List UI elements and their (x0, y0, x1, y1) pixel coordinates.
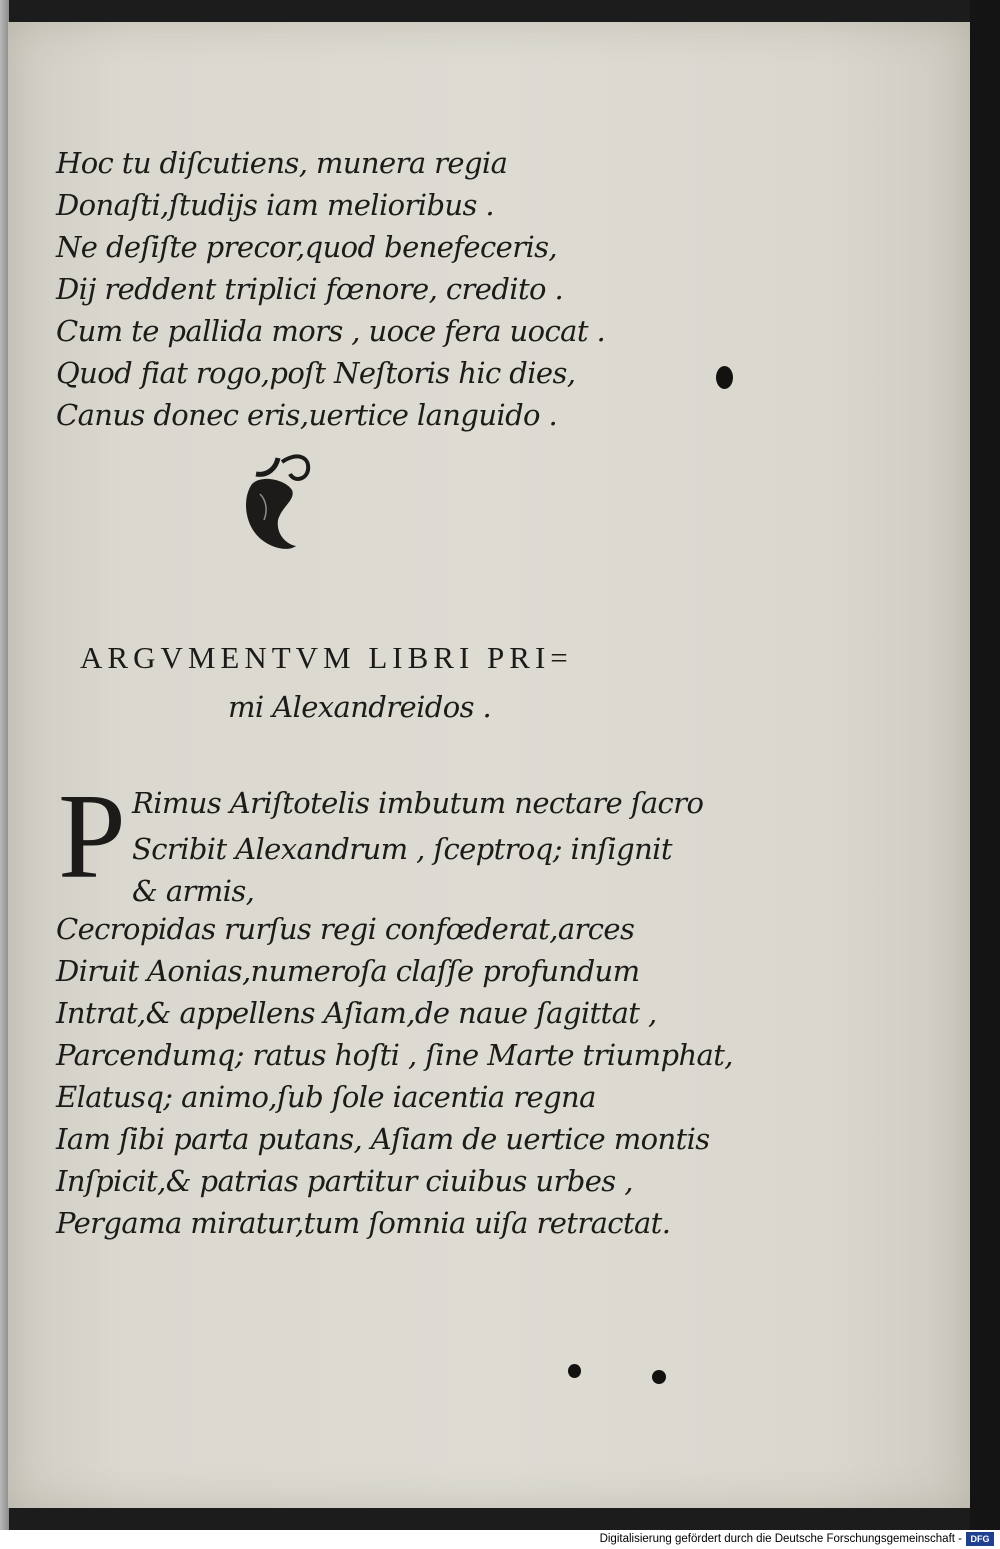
argument-line-7: Elatusq; animo,ſub ſole iacentia regna (56, 1080, 596, 1114)
argument-line-10: Pergama miratur,tum ſomnia uiſa retractat. (56, 1206, 671, 1240)
poem-line-3: Ne deſiſte precor,quod benefeceris, (56, 230, 558, 264)
argument-line-1: Rimus Ariſtotelis imbutum nectare ſacro (132, 786, 704, 820)
poem-line-4: Dij reddent triplici fœnore, credito . (56, 272, 564, 306)
section-heading: ARGVMENTVM LIBRI PRI= (80, 640, 573, 675)
drop-cap-initial: P (58, 769, 126, 904)
footer-credit: Digitalisierung gefördert durch die Deutsche Forschungsgemeinschaft - (599, 1533, 962, 1545)
poem-line-5: Cum te pallida mors , uoce fera uocat . (56, 314, 606, 348)
argument-line-9: Inſpicit,& patrias partitur ciuibus urbes , (56, 1164, 633, 1198)
poem-line-2: Donaſti,ſtudijs iam melioribus . (56, 188, 495, 222)
argument-line-6: Parcendumq; ratus hoſti , ſine Marte triumphat, (56, 1038, 733, 1072)
ink-dot (568, 1364, 581, 1378)
argument-line-8: Iam ſibi parta putans, Aſiam de uertice montis (56, 1122, 710, 1156)
argument-line-5: Intrat,& appellens Aſiam,de naue ſagittat , (56, 996, 657, 1030)
poem-line-6: Quod fiat rogo,poſt Neſtoris hic dies, (56, 356, 576, 390)
argument-line-3: Cecropidas rurſus regi confœderat,arces (56, 912, 635, 946)
ink-dot (652, 1370, 666, 1384)
dfg-logo-icon: DFG (966, 1532, 994, 1546)
poem-line-7: Canus donec eris,uertice languido . (56, 398, 558, 432)
poem-line-1: Hoc tu diſcutiens, munera regia (56, 146, 508, 180)
argument-line-4: Diruit Aonias,numeroſa claſſe profundum (56, 954, 640, 988)
argument-line-2: Scribit Alexandrum , ſceptroq; inſignit & armis, (132, 832, 672, 908)
scan-background-right (970, 0, 1000, 1530)
ink-dot (716, 366, 733, 389)
fleuron-ornament-icon (238, 448, 318, 558)
section-heading-continuation: mi Alexandreidos . (228, 690, 492, 724)
